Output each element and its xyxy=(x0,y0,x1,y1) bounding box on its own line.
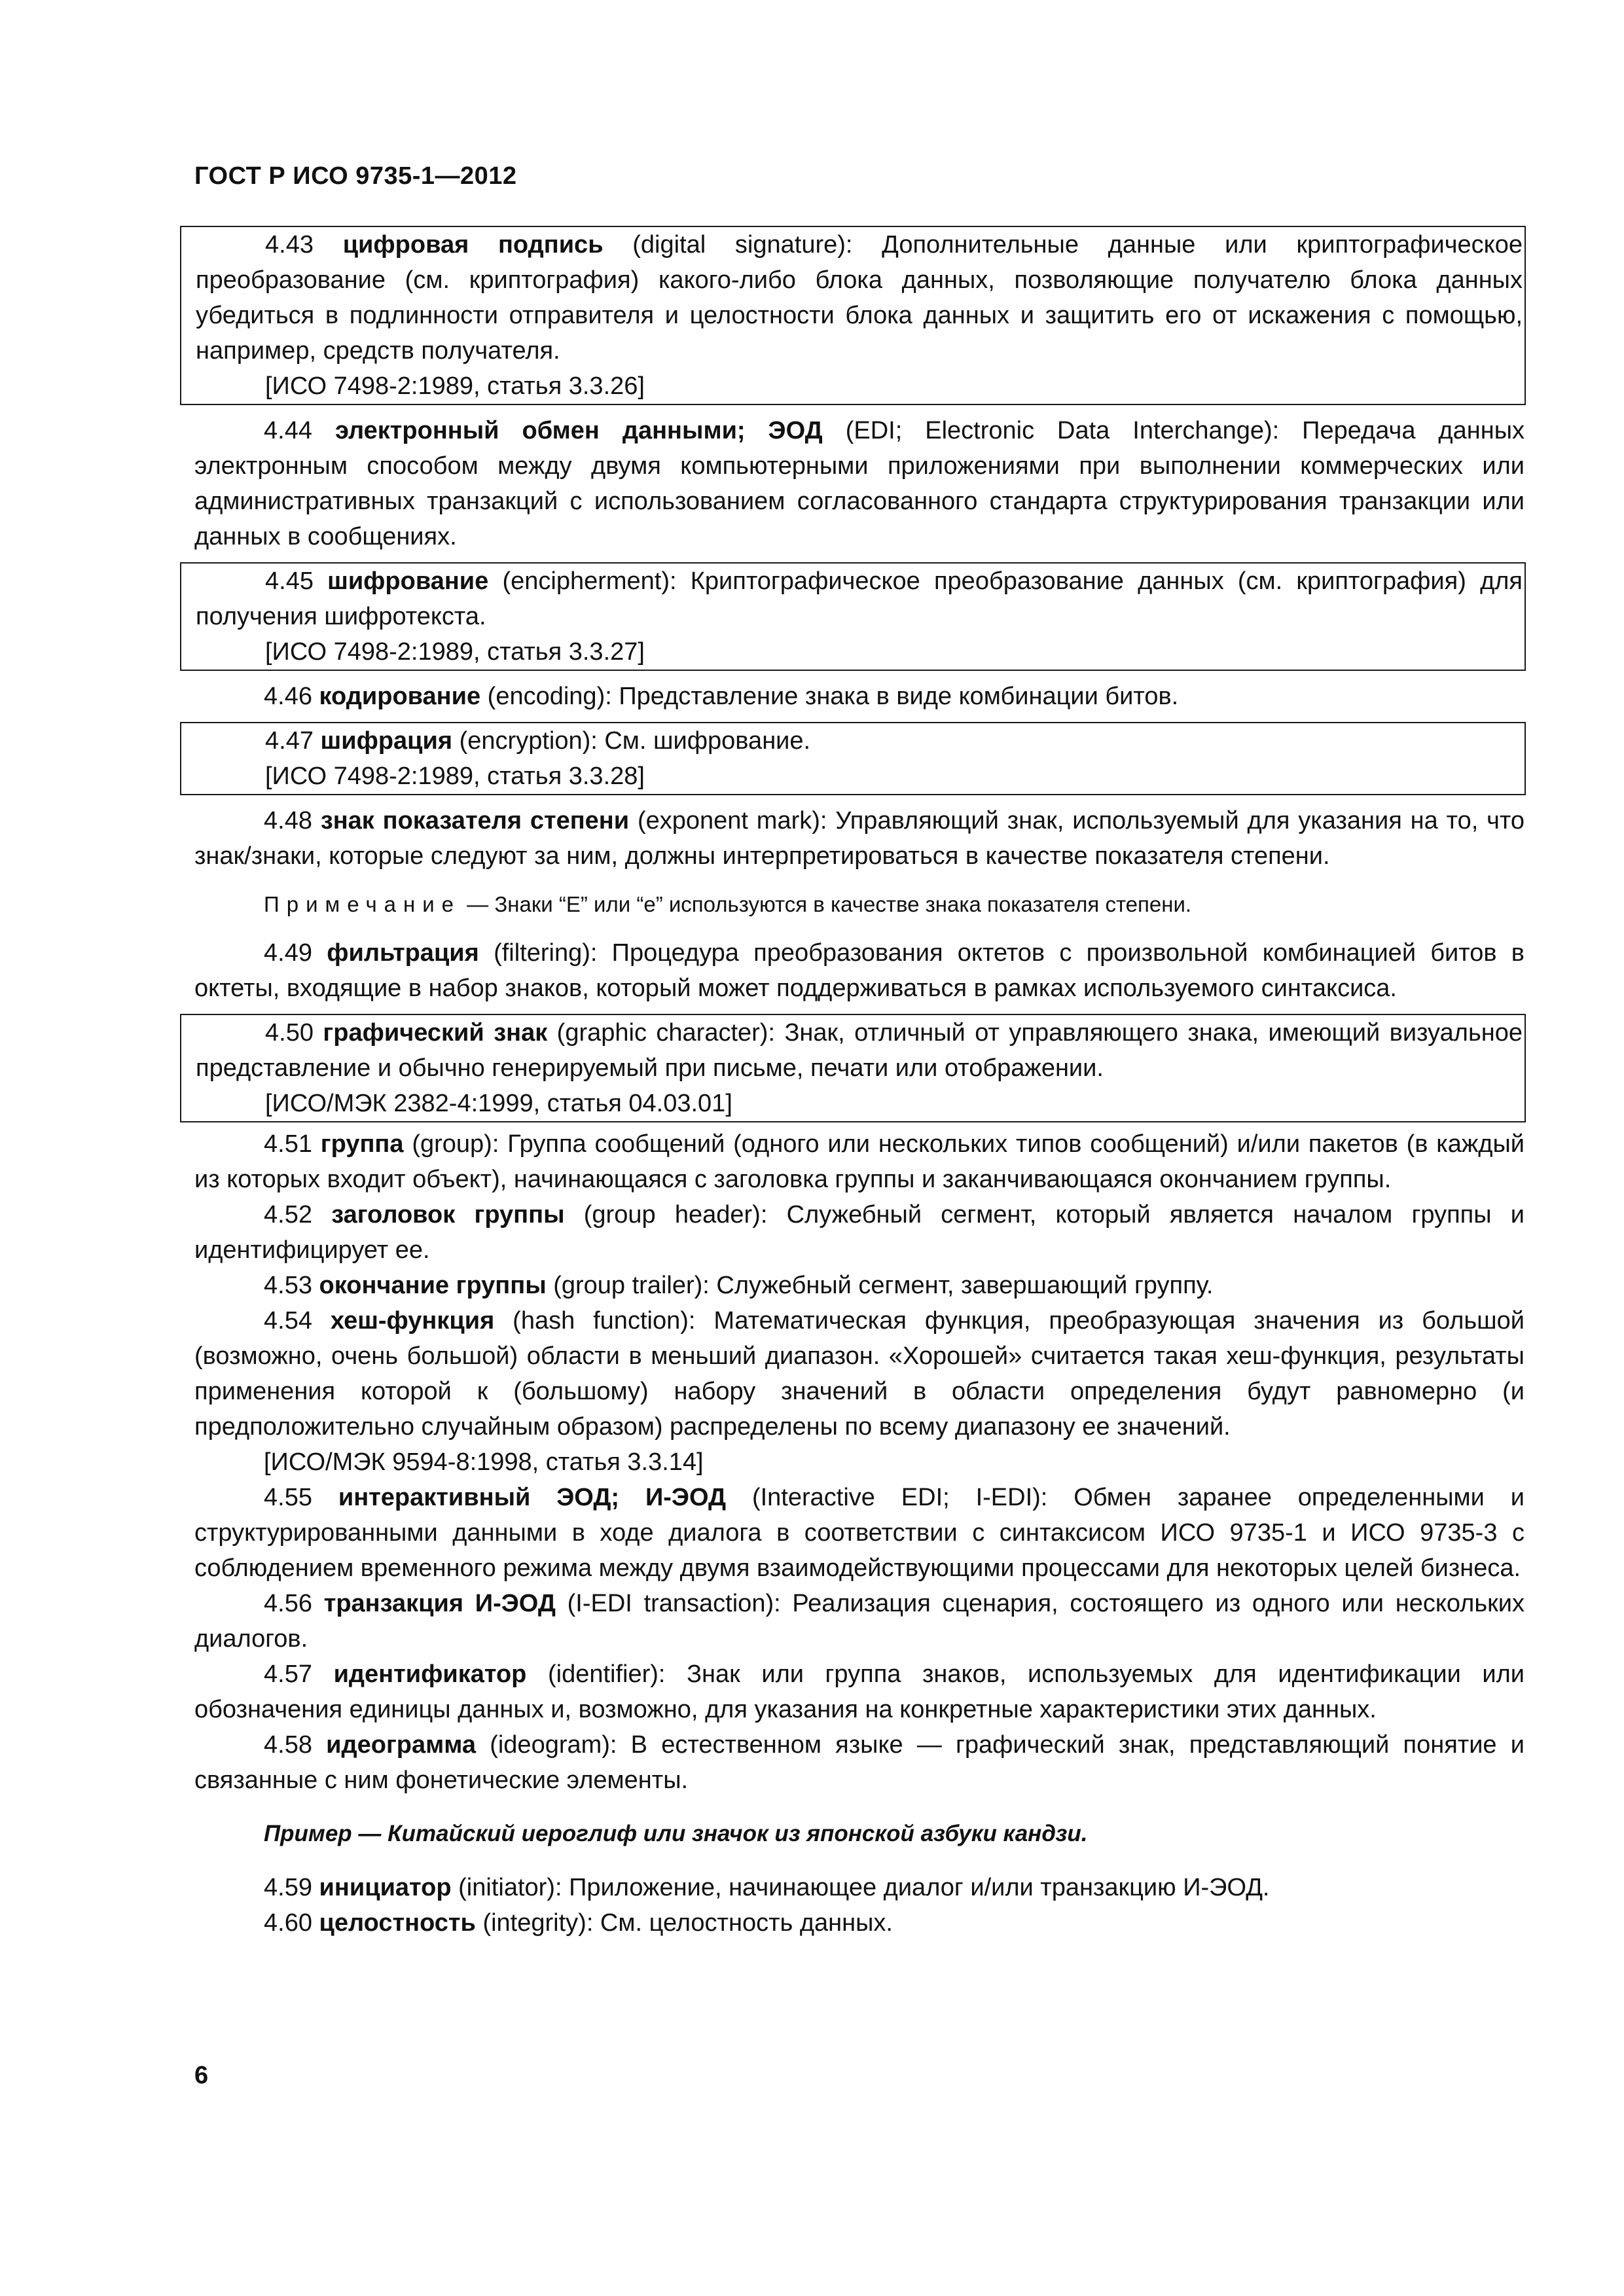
note-label: Примечание xyxy=(264,892,461,916)
term-definition: (graphic character): Знак, отличный от управляющего знака, имеющий визуальное представление и обычно генерируемый при письме, печати или отображении. xyxy=(196,1019,1523,1082)
term-number: 4.53 xyxy=(264,1272,312,1299)
term-entry-4-43 xyxy=(180,226,1526,405)
term-number: 4.60 xyxy=(264,1909,312,1937)
term-entry-4-53 xyxy=(194,1268,1525,1303)
term-name: окончание группы xyxy=(319,1272,547,1299)
term-name: фильтрация xyxy=(327,939,479,967)
note-text: — Знаки “E” или “e” используются в качестве знака показателя степени. xyxy=(461,892,1192,916)
term-entry-4-52 xyxy=(194,1197,1525,1268)
note xyxy=(194,888,1525,921)
term-number: 4.58 xyxy=(264,1731,312,1759)
term-definition: (Interactive EDI; I-EDI): Обмен заранее определенными и структурированными данными в ходе диалога в соответствии с синтаксисом ИСО 9735-1 и ИСО 9735-3 с соблюдением временного режима между двумя взаимодействующими процессами для некоторых целей бизнеса. xyxy=(194,1484,1525,1582)
term-number: 4.57 xyxy=(264,1660,312,1688)
term-name: графический знак xyxy=(323,1019,548,1047)
term-number: 4.56 xyxy=(264,1590,312,1617)
term-number: 4.49 xyxy=(264,939,312,967)
term-name: электронный обмен данными; ЭОД xyxy=(334,417,823,444)
term-definition: (group header): Служебный сегмент, который является началом группы и идентифицирует ее. xyxy=(194,1201,1525,1264)
term-name: интерактивный ЭОД; И-ЭОД xyxy=(338,1484,727,1511)
term-reference: [ИСО 7498-2:1989, статья 3.3.27] xyxy=(265,638,645,666)
page-number: 6 xyxy=(194,2062,209,2089)
term-number: 4.51 xyxy=(264,1130,312,1158)
term-entry-4-59 xyxy=(194,1870,1525,1905)
term-name: хеш-функция xyxy=(330,1307,495,1335)
term-number: 4.45 xyxy=(265,567,314,595)
term-number: 4.52 xyxy=(264,1201,312,1229)
term-name: кодирование xyxy=(319,683,481,710)
term-definition: (encipherment): Криптографическое преобразование данных (см. криптография) для получения шифротекста. xyxy=(196,567,1523,630)
term-number: 4.54 xyxy=(264,1307,312,1335)
term-definition: (digital signature): Дополнительные данные или криптографическое преобразование (см. криптография) какого-либо блока данных, позволяющие получателю блока данных убедиться в подлинности отправителя и целостности блока данных и защитить его от искажения с помощью, например, средств получателя. xyxy=(196,231,1523,365)
term-number: 4.46 xyxy=(264,683,312,710)
term-number: 4.55 xyxy=(264,1484,312,1511)
term-name: транзакция И-ЭОД xyxy=(323,1590,556,1617)
example: Пример — Китайский иероглиф или значок из японской азбуки кандзи. xyxy=(264,1821,1088,1846)
term-entry-4-55 xyxy=(194,1480,1525,1586)
term-name: целостность xyxy=(319,1909,476,1937)
term-name: идеограмма xyxy=(326,1731,477,1759)
term-reference: [ИСО/МЭК 9594-8:1998, статья 3.3.14] xyxy=(264,1448,704,1476)
term-entry-4-44 xyxy=(194,413,1525,554)
term-definition: (ideogram): В естественном языке — графический знак, представляющий понятие и связанные с ним фонетические элементы. xyxy=(194,1731,1525,1794)
term-reference: [ИСО/МЭК 2382-4:1999, статья 04.03.01] xyxy=(265,1090,732,1117)
document-body xyxy=(194,226,1525,1941)
term-number: 4.50 xyxy=(265,1019,314,1047)
term-entry-4-51 xyxy=(194,1126,1525,1197)
term-reference: [ИСО 7498-2:1989, статья 3.3.26] xyxy=(265,372,645,400)
term-name: заголовок группы xyxy=(331,1201,565,1229)
term-name: идентификатор xyxy=(333,1660,527,1688)
term-definition: (initiator): Приложение, начинающее диалог и/или транзакцию И-ЭОД. xyxy=(451,1874,1270,1901)
term-entry-4-57 xyxy=(194,1657,1525,1727)
term-definition: (filtering): Процедура преобразования октетов с произвольной комбинацией битов в октеты, входящие в набор знаков, который может поддерживаться в рамках используемого синтаксиса. xyxy=(194,939,1525,1002)
term-number: 4.44 xyxy=(264,417,312,444)
term-name: знак показателя степени xyxy=(320,807,630,834)
term-number: 4.59 xyxy=(264,1874,312,1901)
term-entry-4-58 xyxy=(194,1727,1525,1798)
term-definition: (exponent mark): Управляющий знак, используемый для указания на то, что знак/знаки, которые следуют за ним, должны интерпретироваться в качестве показателя степени. xyxy=(194,807,1525,870)
term-entry-4-56 xyxy=(194,1586,1525,1657)
term-name: инициатор xyxy=(319,1874,452,1901)
term-entry-4-50 xyxy=(180,1014,1526,1122)
term-definition: (group trailer): Служебный сегмент, завершающий группу. xyxy=(546,1272,1214,1299)
term-entry-4-47 xyxy=(180,722,1526,795)
term-definition: (group): Группа сообщений (одного или нескольких типов сообщений) и/или пакетов (в каждый из которых входит объект), начинающаяся с заголовка группы и заканчивающаяся окончанием группы. xyxy=(194,1130,1525,1193)
document-header: ГОСТ Р ИСО 9735-1—2012 xyxy=(194,162,517,190)
term-entry-4-60 xyxy=(194,1905,1525,1941)
term-entry-4-48 xyxy=(194,803,1525,874)
term-definition: (I-EDI transaction): Реализация сценария, состоящего из одного или нескольких диалогов. xyxy=(194,1590,1525,1653)
term-entry-4-54 xyxy=(194,1303,1525,1480)
term-definition: (identifier): Знак или группа знаков, используемых для идентификации или обозначения единицы данных и, возможно, для указания на конкретные характеристики этих данных. xyxy=(194,1660,1525,1723)
term-definition: (EDI; Electronic Data Interchange): Передача данных электронным способом между двумя компьютерными приложениями при выполнении коммерческих или административных транзакций с использованием согласованного стандарта структурирования транзакции или данных в сообщениях. xyxy=(194,417,1525,550)
term-definition: (hash function): Математическая функция, преобразующая значения из большой (возможно, очень большой) области в меньший диапазон. «Хорошей» считается такая хеш-функция, результаты применения которой к (большому) набору значений в области определения будут равномерно (и предположительно случайным образом) распределены по всему диапазону ее значений. xyxy=(194,1307,1525,1441)
term-entry-4-46 xyxy=(194,679,1525,714)
term-definition: (encoding): Представление знака в виде комбинации битов. xyxy=(480,683,1179,710)
term-name: группа xyxy=(320,1130,404,1158)
term-reference: [ИСО 7498-2:1989, статья 3.3.28] xyxy=(265,762,645,790)
term-name: цифровая подпись xyxy=(342,231,604,259)
term-definition: (encryption): См. шифрование. xyxy=(452,727,811,755)
term-definition: (integrity): См. целостность данных. xyxy=(475,1909,893,1937)
term-entry-4-49 xyxy=(194,935,1525,1006)
term-entry-4-45 xyxy=(180,562,1526,671)
term-name: шифрование xyxy=(327,567,489,595)
term-number: 4.43 xyxy=(265,231,314,259)
term-number: 4.47 xyxy=(265,727,314,755)
term-name: шифрация xyxy=(320,727,453,755)
term-number: 4.48 xyxy=(264,807,312,834)
